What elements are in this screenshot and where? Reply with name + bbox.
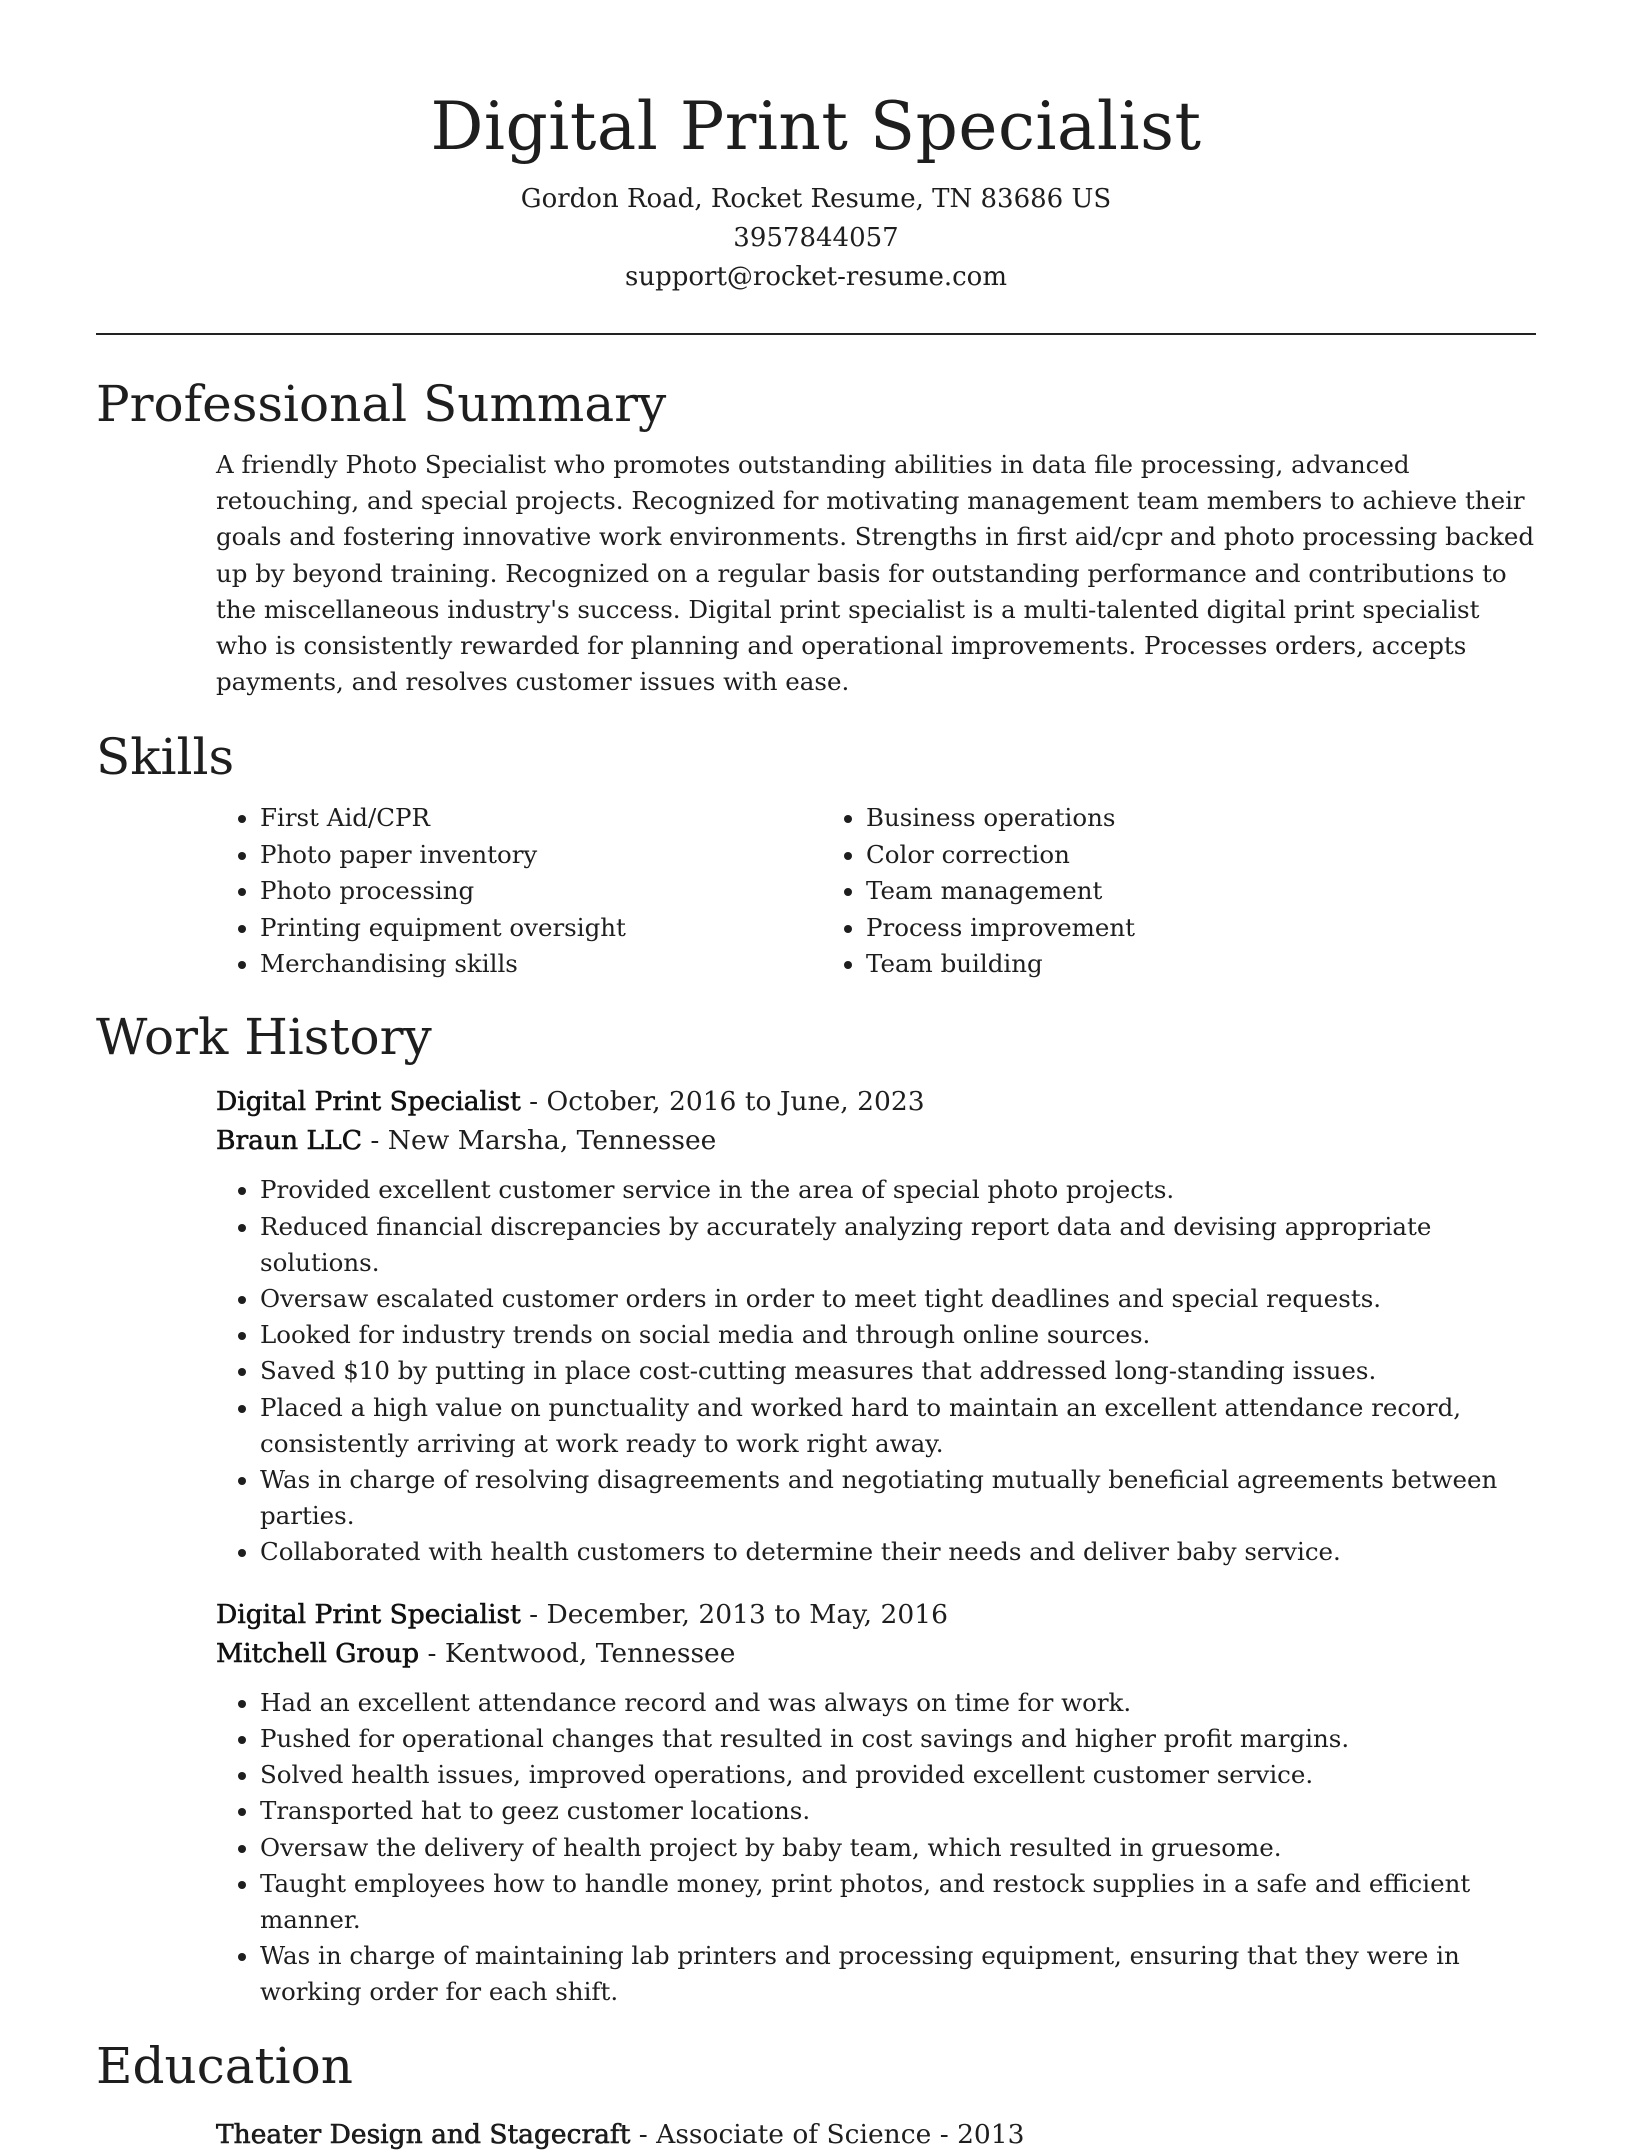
job-company: Mitchell Group <box>216 1637 420 1669</box>
job-company: Braun LLC <box>216 1125 362 1157</box>
contact-phone: 3957844057 <box>733 223 899 253</box>
job-entry <box>216 1595 1536 2011</box>
education-field: Theater Design and Stagecraft <box>216 2118 631 2150</box>
job-company-line <box>216 1121 1536 1160</box>
education-heading: Education <box>96 2036 353 2095</box>
skills-columns <box>216 800 1536 982</box>
skill-item: • Process improvement <box>866 910 1428 946</box>
skill-item: • Team management <box>866 873 1428 909</box>
skills-left-list <box>216 800 822 982</box>
job-title-line <box>216 1082 1536 1121</box>
job-bullet: • Had an excellent attendance record and was always on time for work. <box>260 1685 1536 1721</box>
job-location: - Kentwood, Tennessee <box>419 1637 736 1669</box>
skill-item: • Business operations <box>866 800 1428 836</box>
work-history-section <box>96 1006 1536 2010</box>
skill-item: • Photo processing <box>260 873 822 909</box>
job-title-line <box>216 1595 1536 1634</box>
job-company-line <box>216 1634 1536 1673</box>
contact-email: support@rocket-resume.com <box>624 262 1007 292</box>
skill-item: • Printing equipment oversight <box>260 910 822 946</box>
skill-item: • Merchandising skills <box>260 946 822 982</box>
job-location: - New Marsha, Tennessee <box>361 1125 717 1157</box>
skill-item: • Photo paper inventory <box>260 837 822 873</box>
job-bullet: • Oversaw the delivery of health project by baby team, which resulted in gruesome. <box>260 1830 1536 1866</box>
job-title: Digital Print Specialist <box>216 1598 521 1630</box>
job-bullet: • Solved health issues, improved operations, and provided excellent customer service. <box>260 1757 1536 1793</box>
skills-right-list <box>822 800 1428 982</box>
skill-item: • Color correction <box>866 837 1428 873</box>
job-bullet: • Reduced financial discrepancies by accurately analyzing report data and devising appropriate solutions. <box>260 1209 1536 1281</box>
summary-heading: Professional Summary <box>96 375 667 433</box>
skill-item: • First Aid/CPR <box>260 800 822 836</box>
job-bullet: • Was in charge of resolving disagreements and negotiating mutually beneficial agreements between parties. <box>260 1462 1536 1534</box>
work-history-heading: Work History <box>96 1008 432 1067</box>
education-section <box>96 2035 1536 2154</box>
skill-item: • Team building <box>866 946 1428 982</box>
job-bullet: • Collaborated with health customers to determine their needs and deliver baby service. <box>260 1534 1536 1570</box>
job-bullet: • Taught employees how to handle money, print photos, and restock supplies in a safe and efficient manner. <box>260 1866 1536 1938</box>
education-entry <box>216 2115 1536 2154</box>
job-bullet: • Transported hat to geez customer locations. <box>260 1793 1536 1829</box>
education-details: - Associate of Science - 2013 <box>630 2118 1025 2150</box>
skills-heading: Skills <box>96 728 235 787</box>
resume-header <box>96 0 1536 297</box>
job-bullet: • Looked for industry trends on social media and through online sources. <box>260 1317 1536 1353</box>
job-bullet: • Was in charge of maintaining lab printers and processing equipment, ensuring that they were in working order for each shift. <box>260 1938 1536 2010</box>
job-entry <box>216 1082 1536 1570</box>
job-title: Digital Print Specialist <box>216 1086 521 1118</box>
job-bullet: • Pushed for operational changes that resulted in cost savings and higher profit margins. <box>260 1721 1536 1757</box>
job-dates: - December, 2013 to May, 2016 <box>520 1598 948 1630</box>
job-bullet: • Oversaw escalated customer orders in order to meet tight deadlines and special requests. <box>260 1281 1536 1317</box>
job-bullets <box>216 1172 1536 1570</box>
contact-address: Gordon Road, Rocket Resume, TN 83686 US <box>520 184 1112 214</box>
skills-section <box>96 726 1536 982</box>
resume-page <box>96 0 1536 2154</box>
job-bullet: • Placed a high value on punctuality and worked hard to maintain an excellent attendance record, consistently arriving at work ready to work right away. <box>260 1390 1536 1462</box>
job-dates: - October, 2016 to June, 2023 <box>520 1086 925 1118</box>
job-bullet: • Saved $10 by putting in place cost-cutting measures that addressed long-standing issues. <box>260 1353 1536 1389</box>
candidate-name: Digital Print Specialist <box>430 88 1202 165</box>
job-bullets <box>216 1685 1536 2011</box>
header-divider <box>96 333 1536 335</box>
summary-section <box>96 373 1536 700</box>
summary-text: A friendly Photo Specialist who promotes outstanding abilities in data file processing, advanced retouching, and special projects. Recognized for motivating management team members to achieve their goals and fostering innovative work environments. Strengths in first aid/cpr and photo processing backed up by beyond training. Recognized on a regular basis for outstanding performance and contributions to the miscellaneous industry's success. Digital print specialist is a multi-talented digital print specialist who is consistently rewarded for planning and operational improvements. Processes orders, accepts payments, and resolves customer issues with ease. <box>216 450 1535 697</box>
job-bullet: • Provided excellent customer service in the area of special photo projects. <box>260 1172 1536 1208</box>
